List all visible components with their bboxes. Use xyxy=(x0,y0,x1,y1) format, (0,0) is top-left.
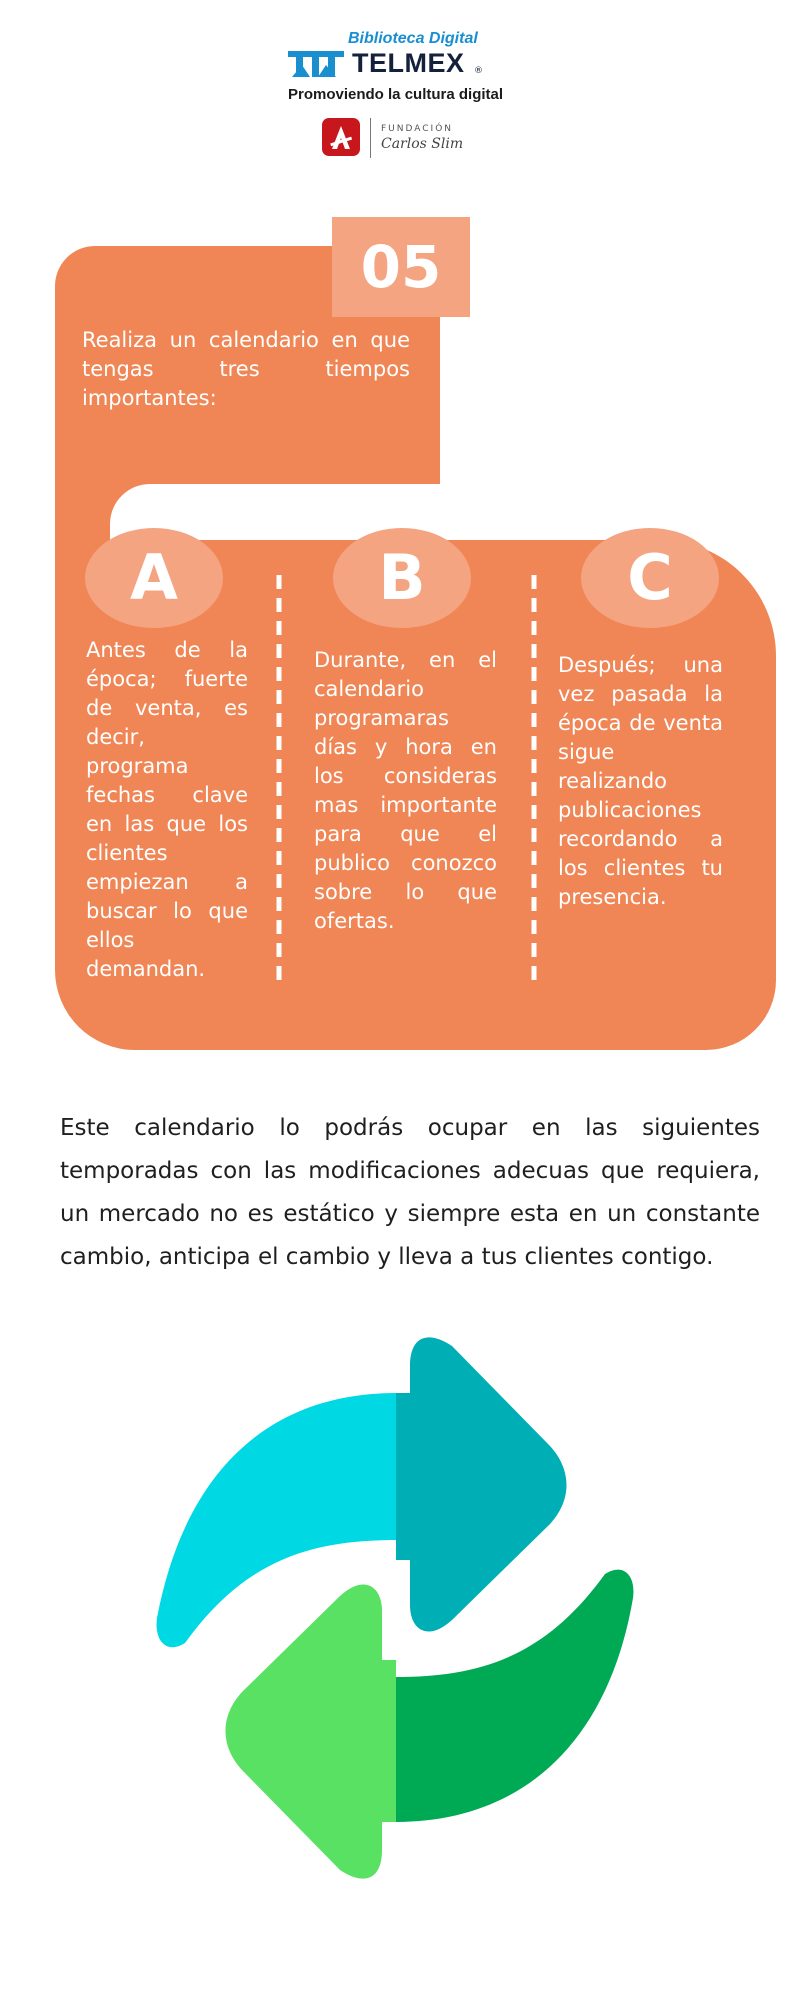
tagline: Promoviendo la cultura digital xyxy=(288,86,504,103)
registered-mark: ® xyxy=(474,66,483,76)
fundacion-label: FUNDACIÓN xyxy=(381,124,454,134)
biblioteca-digital-label: Biblioteca Digital xyxy=(348,30,478,47)
phase-c-text: Después; una vez pasada la época de venta sigue realizando publicaciones recordando a los clientes tu presencia. xyxy=(558,653,723,909)
phase-a-letter: A xyxy=(130,541,178,614)
closing-paragraph: Este calendario lo podrás ocupar en las siguientes temporadas con las modificaciones adecuas que requiera, un mercado no es estático y siempre esta en un constante cambio, anticipa el cambio y lleva a tus clientes contigo. xyxy=(60,1115,760,1270)
step-intro: Realiza un calendario en que tengas tres tiempos importantes: xyxy=(82,328,410,410)
phase-b-letter: B xyxy=(378,541,426,614)
phase-b-text: Durante, en el calendario programaras días y hora en los consideras mas importante para que el publico conozco sobre lo que ofertas. xyxy=(314,648,497,933)
fundacion-name: Carlos Slim xyxy=(381,136,464,152)
phase-c-letter: C xyxy=(627,541,673,614)
phase-a-text: Antes de la época; fuerte de venta, es decir, programa fechas clave en las que los clientes empiezan a buscar lo que ellos demandan. xyxy=(86,638,248,981)
telmex-brand: TELMEX xyxy=(352,48,465,78)
step-number: 05 xyxy=(360,233,442,301)
